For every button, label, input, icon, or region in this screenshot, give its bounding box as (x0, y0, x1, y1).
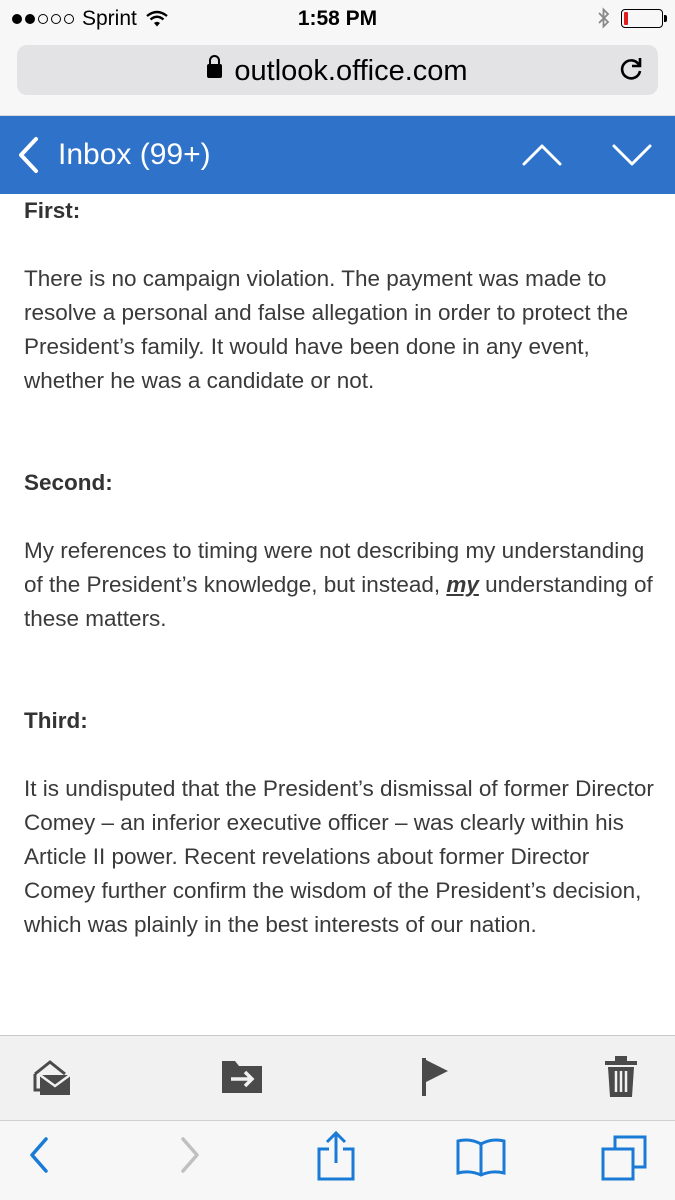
mail-header (0, 116, 675, 194)
paragraph-second-text-a: My references to timing were not describing my understanding of the President’s knowledge, but instead, (24, 538, 645, 597)
address-bar[interactable] (17, 45, 658, 95)
email-body (24, 194, 654, 1035)
status-bar (0, 0, 675, 38)
carrier-name: Sprint (82, 7, 137, 30)
url-text: outlook.office.com (234, 55, 468, 87)
forward-arrow-icon[interactable] (178, 1135, 202, 1175)
bookmarks-icon[interactable] (456, 1137, 506, 1177)
battery-level (624, 12, 628, 25)
mark-read-icon[interactable] (32, 1056, 72, 1098)
section-heading-third: Third: (24, 708, 88, 733)
back-chevron-icon[interactable] (14, 136, 44, 174)
next-message-icon[interactable] (610, 136, 654, 172)
status-time: 1:58 PM (297, 7, 378, 30)
address-display[interactable] (17, 55, 658, 88)
paragraph-second (24, 534, 654, 636)
reload-icon[interactable] (618, 56, 644, 82)
emphasis-my: my (446, 572, 479, 597)
bluetooth-icon (597, 7, 611, 29)
safari-toolbar (0, 1120, 675, 1200)
browser-address-area (0, 38, 675, 116)
lock-icon (207, 64, 222, 78)
tabs-icon[interactable] (601, 1135, 647, 1181)
battery-icon (621, 9, 663, 28)
previous-message-icon[interactable] (520, 136, 564, 172)
inbox-back-link[interactable]: Inbox (99+) (58, 138, 211, 171)
paragraph-third: It is undisputed that the President’s dismissal of former Director Comey – an inferior executive officer – was clearly within his Article II power. Recent revelations about former Director Comey further confirm the wisdom of the President’s decision, which was plainly in the best interests of our nation. (24, 776, 654, 937)
back-arrow-icon[interactable] (27, 1135, 51, 1175)
move-to-folder-icon[interactable] (221, 1056, 263, 1096)
share-icon[interactable] (316, 1131, 356, 1181)
trash-icon[interactable] (604, 1056, 638, 1098)
status-right (597, 7, 663, 29)
mail-action-toolbar (0, 1035, 675, 1120)
section-heading-second: Second: (24, 470, 113, 495)
section-heading-first: First: (24, 198, 81, 223)
paragraph-second-text-b: understanding of these matters. (24, 572, 653, 631)
flag-icon[interactable] (420, 1056, 452, 1098)
paragraph-first: There is no campaign violation. The payment was made to resolve a personal and false allegation in order to protect the President’s family. It would have been done in any event, whether he was a candidate or not. (24, 266, 629, 393)
